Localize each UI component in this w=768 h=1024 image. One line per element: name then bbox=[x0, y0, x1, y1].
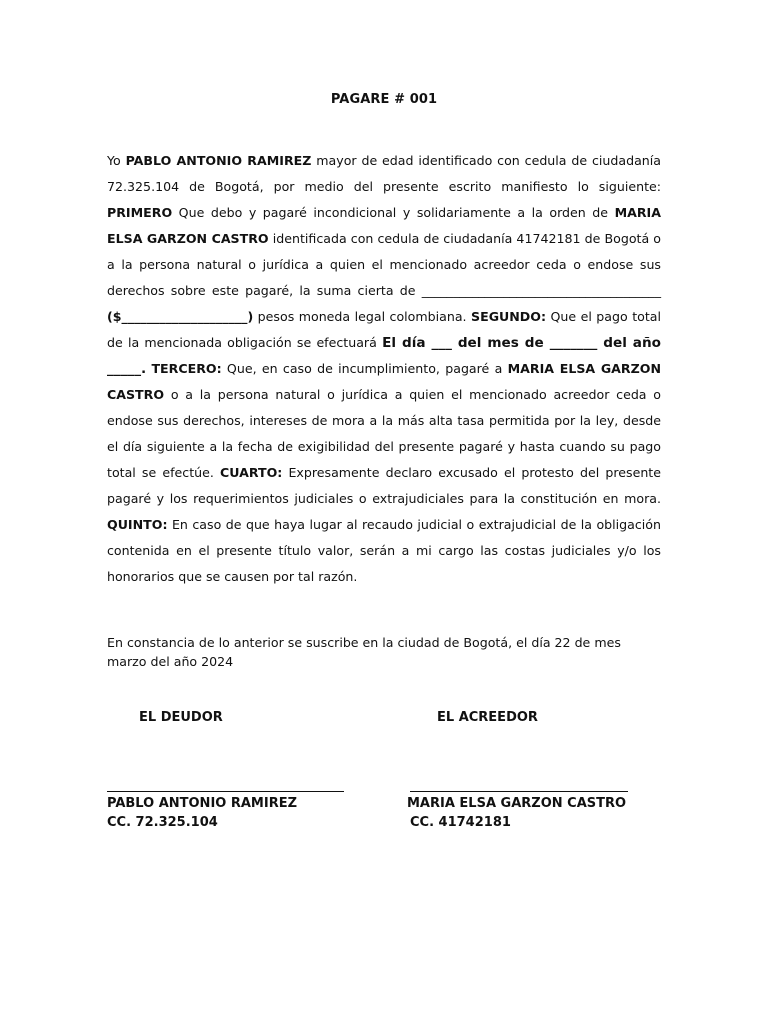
debtor-signature-line bbox=[107, 791, 344, 792]
debtor-signature-heading: EL DEUDOR bbox=[139, 710, 223, 725]
creditor-name: MARIA ELSA GARZON CASTRO bbox=[107, 361, 661, 402]
clause-segundo-label: SEGUNDO: bbox=[471, 309, 547, 324]
body-text-2: mayor de edad identificado con cedula de ciudadanía 72.325.104 de Bogotá, por medio del presente escrito manifiesto lo siguiente: bbox=[107, 153, 661, 194]
amount-blank: ($____________________) bbox=[107, 309, 254, 324]
debtor-signature-name: PABLO ANTONIO RAMIREZ bbox=[107, 796, 298, 811]
body-text-3: Que debo y pagaré incondicional y solidariamente a la orden de bbox=[172, 205, 615, 220]
creditor-signature-heading: EL ACREEDOR bbox=[437, 710, 538, 725]
clause-quinto-label: QUINTO: bbox=[107, 517, 168, 532]
payment-date-blanks: El día ___ del mes de _______ del año _____. bbox=[107, 335, 661, 377]
debtor-id-number: CC. 72.325.104 bbox=[107, 815, 218, 830]
clause-primero-label: PRIMERO bbox=[107, 205, 173, 220]
body-text-9: o a la persona natural o jurídica a quien el mencionado acreedor ceda o endose sus derechos, intereses de mora a la más alta tasa permitida por la ley, desde el día siguiente a la fecha de exigibilidad del presente pagaré y hasta cuando su pago total se efectúe. bbox=[107, 387, 661, 480]
creditor-id-number: CC. 41742181 bbox=[410, 815, 511, 830]
body-text-8: Que, en caso de incumplimiento, pagaré a bbox=[221, 361, 508, 376]
creditor-signature-name: MARIA ELSA GARZON CASTRO bbox=[407, 796, 627, 811]
creditor-signature-line bbox=[410, 791, 628, 792]
clause-cuarto-label: CUARTO: bbox=[220, 465, 283, 480]
creditor-name: MARIA ELSA GARZON CASTRO bbox=[107, 205, 661, 246]
body-text-10: Expresamente declaro excusado el protesto del presente pagaré y los requerimientos judiciales o extrajudiciales para la constitución en mora. bbox=[107, 465, 661, 506]
body-text-11: En caso de que haya lugar al recaudo judicial o extrajudicial de la obligación contenida en el presente título valor, serán a mi cargo las costas judiciales y/o los honorarios que se causen por tal razón. bbox=[107, 517, 661, 584]
closing-statement: En constancia de lo anterior se suscribe en la ciudad de Bogotá, el día 22 de mes marzo del año 2024 bbox=[107, 635, 621, 669]
body-text-5: pesos moneda legal colombiana. bbox=[253, 309, 472, 324]
body-text-6: Que el pago total de la mencionada obligación se efectuará bbox=[107, 309, 661, 350]
document-title: PAGARE # 001 bbox=[330, 92, 438, 107]
body-text-4: identificada con cedula de ciudadanía 41742181 de Bogotá o a la persona natural o jurídica a quien el mencionado acreedor ceda o endose sus derechos sobre este pagaré, la suma cierta de ______________________________________ bbox=[107, 231, 661, 298]
debtor-name: PABLO ANTONIO RAMIREZ bbox=[125, 153, 312, 168]
document-body bbox=[107, 148, 661, 590]
clause-tercero-label: TERCERO: bbox=[151, 361, 222, 376]
body-text-1: Yo bbox=[107, 153, 126, 168]
